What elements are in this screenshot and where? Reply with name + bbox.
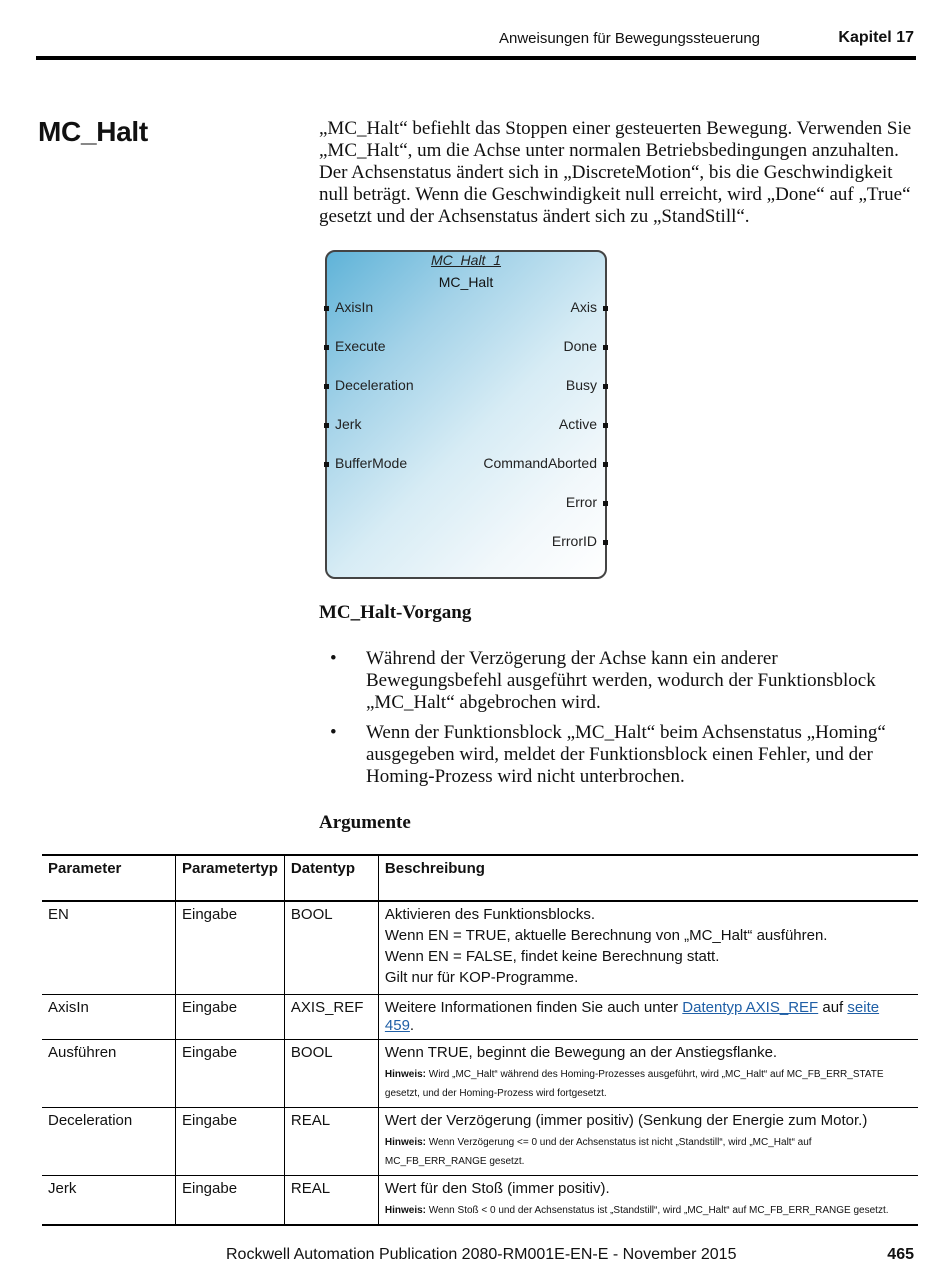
function-block-box <box>325 250 607 579</box>
table-row <box>42 995 918 1040</box>
description-line: Wenn EN = FALSE, findet keine Berechnung statt. <box>384 948 720 965</box>
output-pin: Done <box>563 338 597 354</box>
block-type-name: MC_Halt <box>438 274 494 290</box>
cell-param-type: Eingabe <box>176 1040 285 1108</box>
footer-publication: Rockwell Automation Publication 2080-RM001E-EN-E - November 2015 <box>226 1246 737 1263</box>
note-label: Hinweis: <box>384 1069 427 1080</box>
function-block-diagram <box>319 248 613 582</box>
column-header: Datentyp <box>284 855 378 901</box>
cell-param-type: Eingabe <box>176 995 285 1040</box>
table-row <box>42 1108 918 1176</box>
cell-data-type: REAL <box>284 1108 378 1176</box>
description-line: Aktivieren des Funktionsblocks. <box>384 906 595 923</box>
cell-description <box>378 1040 918 1108</box>
header-chapter: Kapitel 17 <box>838 29 914 46</box>
bullet-text: Während der Verzögerung der Achse kann ein anderer Bewegungsbefehl ausgeführt werden, wodurch der Funktionsblock „MC_Halt“ abgebrochen wird. <box>366 648 876 713</box>
cell-parameter: Deceleration <box>42 1108 176 1176</box>
description-line: Wert für den Stoß (immer positiv). <box>384 1180 610 1197</box>
output-pin: Busy <box>565 377 597 393</box>
column-header: Parameter <box>42 855 176 901</box>
output-pin: Axis <box>570 299 597 315</box>
description-line: Wert der Verzögerung (immer positiv) (Senkung der Energie zum Motor.) <box>384 1112 868 1129</box>
list-item <box>330 722 910 788</box>
description-line: Wenn EN = TRUE, aktuelle Berechnung von „MC_Halt“ ausführen. <box>384 927 828 944</box>
arguments-heading: Argumente <box>319 812 411 833</box>
intro-paragraph: „MC_Halt“ befiehlt das Stoppen einer gesteuerten Bewegung. Verwenden Sie „MC_Halt“, um die Achse unter normalen Betriebsbedingungen anzuhalten. Der Achsenstatus ändert sich in „DiscreteMotion“, bis die Geschwindigkeit null beträgt. Wenn die Geschwindigkeit null erreicht, wird „Done“ auf „True“ gesetzt und der Achsenstatus ändert sich zu „StandStill“. <box>319 118 912 227</box>
header-section-title: Anweisungen für Bewegungssteuerung <box>498 30 760 47</box>
note-text <box>385 1201 912 1220</box>
operation-bullet-list <box>330 648 910 796</box>
input-pin: Jerk <box>335 416 362 432</box>
table-row <box>42 1040 918 1108</box>
description-line: Wenn TRUE, beginnt die Bewegung an der Anstiegsflanke. <box>384 1044 778 1061</box>
cell-parameter: AxisIn <box>42 995 176 1040</box>
cell-data-type: BOOL <box>284 1040 378 1108</box>
cell-param-type: Eingabe <box>176 1108 285 1176</box>
page-number: 465 <box>887 1246 914 1263</box>
cell-description <box>378 1108 918 1176</box>
cell-description <box>378 1176 918 1226</box>
list-item <box>330 648 910 714</box>
description-text: auf <box>818 999 848 1016</box>
bullet-icon: • <box>330 648 337 669</box>
link-axis-ref-datatype[interactable]: Datentyp AXIS_REF <box>682 999 819 1016</box>
cell-parameter: Ausführen <box>42 1040 176 1108</box>
cell-parameter: EN <box>42 901 176 995</box>
table-row <box>42 1176 918 1226</box>
note-body: Wird „MC_Halt“ während des Homing-Prozesses ausgeführt, wird „MC_Halt“ auf MC_FB_ERR_STATE gesetzt, und der Homing-Prozess wird fortgesetzt. <box>384 1069 884 1099</box>
cell-data-type: AXIS_REF <box>284 995 378 1040</box>
cell-description <box>378 995 918 1040</box>
output-pin: ErrorID <box>551 533 597 549</box>
note-label: Hinweis: <box>384 1137 427 1148</box>
cell-data-type: BOOL <box>284 901 378 995</box>
cell-data-type: REAL <box>284 1176 378 1226</box>
link-page-reference[interactable]: seite 459 <box>384 999 880 1034</box>
description-line: Gilt nur für KOP-Programme. <box>384 969 579 986</box>
table-header-row <box>42 855 918 901</box>
bullet-icon: • <box>330 722 337 743</box>
description-text: . <box>409 1017 415 1034</box>
operation-heading: MC_Halt-Vorgang <box>319 602 472 623</box>
note-text <box>385 1065 912 1103</box>
column-header: Parametertyp <box>176 855 285 901</box>
note-text <box>385 1133 912 1171</box>
input-pin: Deceleration <box>335 377 414 393</box>
note-body: Wenn Stoß < 0 und der Achsenstatus ist „Standstill“, wird „MC_Halt“ auf MC_FB_ERR_RANGE gesetzt. <box>428 1205 889 1216</box>
input-pin: BufferMode <box>335 455 408 471</box>
description-text: Weitere Informationen finden Sie auch unter <box>384 999 683 1016</box>
arguments-table <box>42 854 918 1226</box>
cell-parameter: Jerk <box>42 1176 176 1226</box>
note-label: Hinweis: <box>384 1205 427 1216</box>
input-pin: AxisIn <box>335 299 374 315</box>
cell-description <box>378 901 918 995</box>
output-pin: Error <box>565 494 597 510</box>
table-row <box>42 901 918 995</box>
output-pin: Active <box>558 416 597 432</box>
page-header <box>36 28 916 60</box>
input-pin: Execute <box>335 338 386 354</box>
bullet-text: Wenn der Funktionsblock „MC_Halt“ beim Achsenstatus „Homing“ ausgegeben wird, meldet der Funktionsblock einen Fehler, und der Homing-Prozess wird nicht unterbrochen. <box>366 722 886 787</box>
cell-param-type: Eingabe <box>176 901 285 995</box>
column-header: Beschreibung <box>378 855 918 901</box>
page-title: MC_Halt <box>38 116 148 147</box>
cell-param-type: Eingabe <box>176 1176 285 1226</box>
note-body: Wenn Verzögerung <= 0 und der Achsenstatus ist nicht „Standstill“, wird „MC_Halt“ auf MC_FB_ERR_RANGE gesetzt. <box>384 1137 812 1167</box>
output-pin: CommandAborted <box>483 455 597 471</box>
block-instance-name: MC_Halt_1 <box>430 252 502 268</box>
